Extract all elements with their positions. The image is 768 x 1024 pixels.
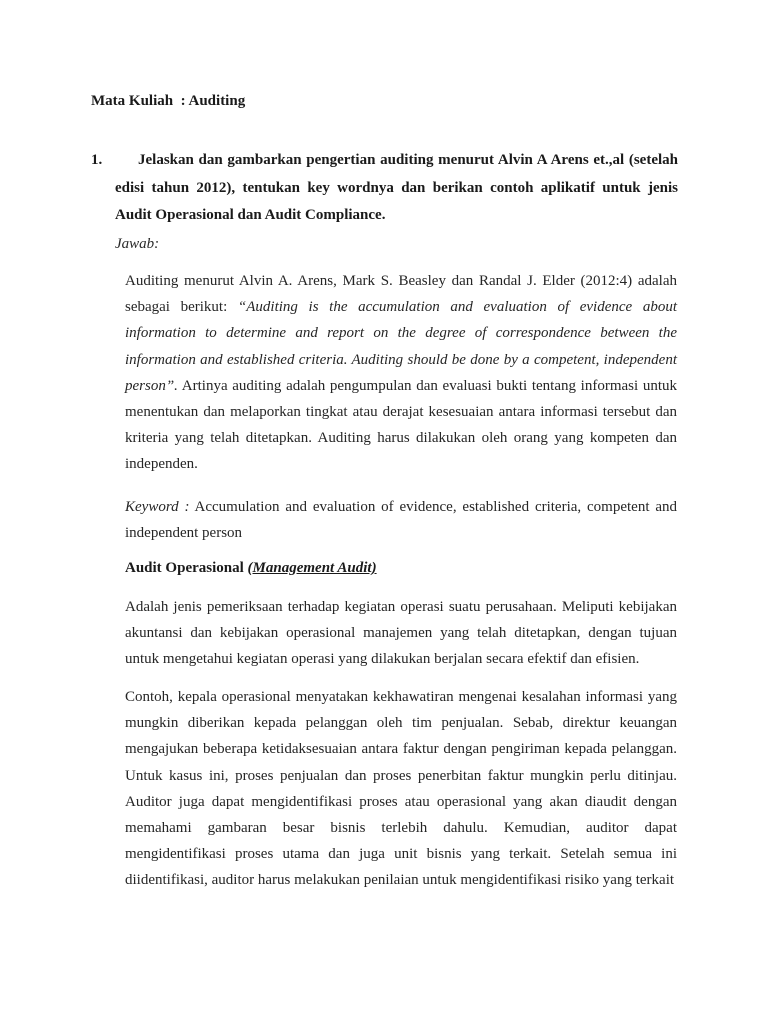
- definition-paragraph: [125, 268, 677, 478]
- definition-explanation: Artinya auditing adalah pengumpulan dan evaluasi bukti tentang informasi untuk menentukan dan melaporkan tingkat atau derajat kesesuaian antara informasi tersebut dan kriteria yang telah ditetapkan. Auditing harus dilakukan oleh orang yang kompeten dan independen.: [125, 377, 677, 473]
- keyword-paragraph: [125, 494, 677, 546]
- keyword-label: Keyword :: [125, 499, 190, 515]
- answer-label: Jawab:: [115, 236, 160, 252]
- keyword-text: Accumulation and evaluation of evidence, established criteria, competent and independent person: [125, 499, 677, 542]
- question-item: [91, 147, 678, 230]
- section-heading-main: Audit Operasional: [125, 560, 248, 576]
- question-text: Jelaskan dan gambarkan pengertian auditing menurut Alvin A Arens et.,al (setelah edisi tahun 2012), tentukan key wordnya dan berikan contoh aplikatif untuk jenis Audit Operasional dan Audit Compliance.: [115, 152, 678, 223]
- section-heading: [125, 560, 377, 577]
- section-heading-sub: (Management Audit): [247, 560, 377, 576]
- definition-intro: Auditing menurut Alvin A. Arens, Mark S. Beasley dan Randal J. Elder (2012:4) adalah sebagai berikut:: [125, 273, 677, 316]
- question-number: 1.: [91, 152, 103, 168]
- definition-quote: “Auditing is the accumulation and evaluation of evidence about information to determine and report on the degree of correspondence between the information and established criteria. Auditing should be done by a competent, independent person”.: [125, 299, 677, 394]
- operational-definition-paragraph: Adalah jenis pemeriksaan terhadap kegiatan operasi suatu perusahaan. Meliputi kebijakan akuntansi dan kebijakan operasional manajemen yang telah ditetapkan, dengan tujuan untuk mengetahui kegiatan operasi yang dilakukan berjalan secara efektif dan efisien.: [125, 599, 677, 668]
- course-title: Mata Kuliah : Auditing: [91, 93, 246, 109]
- operational-example-paragraph: Contoh, kepala operasional menyatakan kekhawatiran mengenai kesalahan informasi yang mungkin diberikan kepada pelanggan oleh tim penjualan. Sebab, direktur keuangan mengajukan beberapa ketidaksesuaian antara faktur dengan pengiriman kepada pelanggan. Untuk kasus ini, proses penjualan dan proses penerbitan faktur mungkin perlu ditinjau. Auditor juga dapat mengidentifikasi proses atau operasional yang akan diaudit dengan memahami gambaran besar bisnis terlebih dahulu. Kemudian, auditor dapat mengidentifikasi proses utama dan juga unit bisnis yang terkait. Setelah semua ini diidentifikasi, auditor harus melakukan penilaian untuk mengidentifikasi risiko yang terkait: [125, 689, 677, 889]
